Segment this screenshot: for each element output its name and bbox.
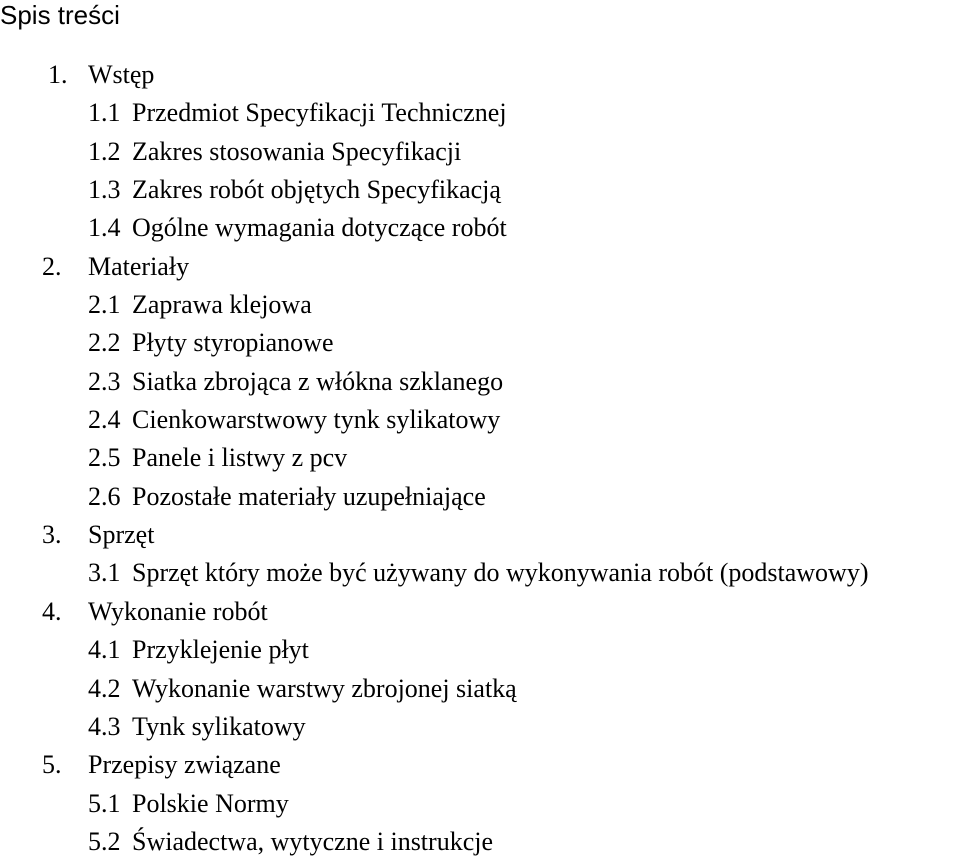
toc-entry-text: Sprzęt [88, 520, 155, 550]
toc-entry-text: Zaprawa klejowa [132, 290, 312, 320]
toc-entry-text: Wykonanie warstwy zbrojonej siatką [132, 673, 517, 703]
toc-entry-number: 2.4 [88, 405, 121, 435]
toc-entry-text: Cienkowarstwowy tynk sylikatowy [132, 405, 501, 435]
toc-entry-number: 1.2 [88, 136, 121, 166]
toc-entry-text: Przedmiot Specyfikacji Technicznej [132, 98, 507, 128]
toc-entry-text: Wykonanie robót [88, 596, 268, 626]
toc-entry-number: 4.2 [88, 673, 121, 703]
toc-entry-number: 4. [42, 596, 62, 626]
toc-entry-text: Zakres stosowania Specyfikacji [132, 136, 462, 166]
toc-entry-text: Panele i listwy z pcv [132, 443, 348, 473]
toc-entry-number: 2.6 [88, 481, 121, 511]
toc-entry-text: Tynk sylikatowy [132, 711, 306, 741]
page-title: Spis treści [0, 0, 120, 30]
toc-entry-text: Ogólne wymagania dotyczące robót [132, 213, 507, 243]
toc-entry-number: 5.1 [88, 788, 121, 818]
toc-entry-text: Przyklejenie płyt [132, 635, 309, 665]
toc-entry-number: 3.1 [88, 558, 121, 588]
toc-entry-number: 2. [42, 251, 62, 281]
toc-entry-text: Polskie Normy [132, 788, 289, 818]
toc-entry-number: 1. [48, 60, 68, 89]
toc-entry-number: 2.1 [88, 290, 121, 320]
toc-entry-text: Pozostałe materiały uzupełniające [132, 481, 486, 511]
toc-entry-number: 1.4 [88, 213, 121, 243]
toc-entry-text: Świadectwa, wytyczne i instrukcje [132, 826, 493, 856]
toc-entry-number: 2.3 [88, 366, 121, 396]
toc-entry-number: 4.1 [88, 635, 121, 665]
toc-entry-number: 5. [42, 750, 62, 780]
toc-entry-text: Wstęp [88, 60, 155, 89]
toc-entry-text: Siatka zbrojąca z włókna szklanego [132, 366, 504, 396]
toc-entry-number: 1.1 [88, 98, 121, 128]
toc-entry-text: Sprzęt który może być używany do wykonywania robót (podstawowy) [132, 558, 869, 588]
toc-entry-number: 5.2 [88, 826, 121, 856]
toc-entry-text: Materiały [88, 251, 190, 281]
toc-entry-number: 2.2 [88, 328, 121, 358]
toc-entry-number: 2.5 [88, 443, 121, 473]
toc-entry-number: 4.3 [88, 711, 121, 741]
toc-entry-text: Zakres robót objętych Specyfikacją [132, 175, 501, 205]
toc-entry-number: 1.3 [88, 175, 121, 205]
toc-entry-text: Przepisy związane [88, 750, 281, 780]
toc-entry-number: 3. [42, 520, 62, 550]
toc-entry-text: Płyty styropianowe [132, 328, 334, 358]
